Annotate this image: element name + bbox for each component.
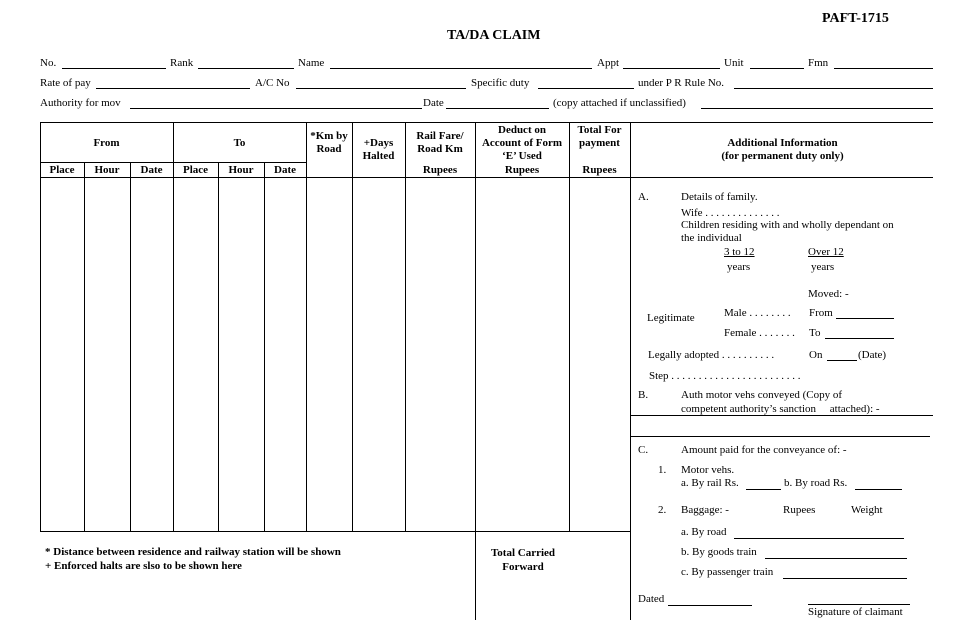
note-distance: * Distance between residence and railway station will be shown (45, 546, 341, 558)
no-field[interactable] (62, 68, 166, 69)
additional-info-sub: (for permanent duty only) (721, 150, 844, 162)
amount-paid-text: Amount paid for the conveyance of: - (681, 444, 847, 456)
by-road-rs-field[interactable] (855, 489, 902, 490)
specific-duty-field[interactable] (538, 88, 634, 89)
appt-field[interactable] (623, 68, 720, 69)
signature-line[interactable] (808, 604, 910, 605)
baggage-label: Baggage: - (681, 504, 729, 516)
under-rule-field[interactable] (734, 88, 933, 89)
days-halted-header: +Days Halted (362, 137, 395, 162)
moved-to-field[interactable] (825, 338, 894, 339)
details-family: Details of family. (681, 191, 758, 203)
name-label: Name (298, 57, 325, 69)
fmn-field[interactable] (834, 68, 933, 69)
totals-divider (40, 531, 630, 532)
children-text: Children residing with and wholly dependant on the individual (681, 219, 894, 244)
auth-motor-text: Auth motor vehs conveyed (Copy of (681, 389, 842, 401)
to-place-header: Place (182, 164, 209, 176)
section-a-label: A. (638, 191, 649, 203)
section-c-label: C. (638, 444, 649, 456)
rail-fare-rupees: Rupees (422, 164, 458, 176)
competent-text: competent authority’s sanction attached): - (681, 403, 880, 415)
female-label: Female . . . . . . . (724, 327, 795, 339)
total-carried-forward: Total Carried Forward (490, 547, 556, 573)
by-passenger-label: c. By passenger train (681, 566, 774, 578)
on-date-field[interactable] (827, 360, 857, 361)
age-over-12: Over 12 (808, 246, 844, 258)
appt-label: Appt (597, 57, 619, 69)
col-border (84, 162, 85, 531)
from-date-header: Date (140, 164, 163, 176)
to-date-header: Date (274, 164, 296, 176)
from-hour-header: Hour (94, 164, 120, 176)
by-passenger-field[interactable] (783, 578, 907, 579)
specific-duty-label: Specific duty (471, 77, 530, 89)
col-border (264, 162, 265, 531)
total-payment-header: Total For payment (577, 124, 622, 149)
motor-vehs-label: Motor vehs. (681, 464, 735, 476)
baggage-by-road-field[interactable] (734, 538, 904, 539)
section-b-line (630, 415, 933, 416)
age-3-12: 3 to 12 (724, 246, 755, 258)
moved-from-field[interactable] (836, 318, 894, 319)
item-1-label: 1. (658, 464, 667, 476)
col-border (630, 122, 631, 620)
signature-label: Signature of claimant (808, 606, 903, 618)
date-paren: (Date) (858, 349, 887, 361)
by-road-rs-label: b. By road Rs. (784, 477, 848, 489)
rate-of-pay-label: Rate of pay (40, 77, 91, 89)
under-rule-label: under P R Rule No. (638, 77, 725, 89)
copy-note-field[interactable] (701, 108, 933, 109)
from-place-header: Place (49, 164, 75, 176)
no-label: No. (40, 57, 57, 69)
fmn-label: Fmn (808, 57, 829, 69)
col-border (405, 122, 406, 531)
unit-field[interactable] (750, 68, 804, 69)
unit-label: Unit (724, 57, 744, 69)
by-rail-label: a. By rail Rs. (681, 477, 739, 489)
weight-label: Weight (851, 504, 883, 516)
male-label: Male . . . . . . . . (724, 307, 791, 319)
legally-adopted-label: Legally adopted . . . . . . . . . . (648, 349, 775, 361)
by-goods-label: b. By goods train (681, 546, 757, 558)
date-label: Date (423, 97, 444, 109)
moved-to-label: To (809, 327, 821, 339)
name-field[interactable] (330, 68, 592, 69)
rate-of-pay-field[interactable] (96, 88, 250, 89)
on-label: On (809, 349, 823, 361)
col-border (306, 122, 307, 531)
moved-label: Moved: - (808, 288, 849, 300)
authority-field[interactable] (130, 108, 422, 109)
col-border (130, 162, 131, 531)
section-b-label: B. (638, 389, 649, 401)
col-border (352, 122, 353, 531)
note-halts: + Enforced halts are slso to be shown here (45, 560, 242, 572)
form-code: PAFT-1715 (822, 11, 889, 26)
deduct-header: Deduct on Account of Form ‘E’ Used (481, 124, 563, 162)
col-border (173, 122, 174, 531)
legitimate-label: Legitimate (647, 312, 695, 324)
step-label: Step . . . . . . . . . . . . . . . . . . . . . . . . (649, 370, 801, 382)
deduct-rupees: Rupees (504, 164, 540, 176)
rank-label: Rank (170, 57, 194, 69)
col-border (40, 122, 41, 531)
baggage-by-road-label: a. By road (681, 526, 727, 538)
to-hour-header: Hour (228, 164, 254, 176)
col-border (569, 122, 570, 531)
additional-info-header: Additional Information (727, 137, 838, 149)
ac-no-field[interactable] (296, 88, 466, 89)
item-2-label: 2. (658, 504, 667, 516)
form-title: TA/DA CLAIM (447, 28, 541, 43)
km-by-road-header: *Km by Road (310, 130, 348, 155)
dated-label: Dated (638, 593, 665, 605)
wife-label: Wife . . . . . . . . . . . . . . (681, 207, 780, 219)
to-header: To (233, 137, 246, 149)
years-1: years (727, 261, 751, 273)
rail-fare-header: Rail Fare/ Road Km (416, 130, 464, 155)
years-2: years (811, 261, 835, 273)
col-border (475, 122, 476, 620)
ac-no-label: A/C No (255, 77, 290, 89)
dated-field[interactable] (668, 605, 752, 606)
date-field[interactable] (446, 108, 549, 109)
rank-field[interactable] (198, 68, 294, 69)
by-goods-field[interactable] (765, 558, 907, 559)
rupees-label: Rupees (783, 504, 816, 516)
authority-label: Authority for mov (40, 97, 121, 109)
from-header: From (93, 137, 120, 149)
section-c-line (630, 436, 930, 437)
moved-from-label: From (809, 307, 833, 319)
by-rail-field[interactable] (746, 489, 781, 490)
total-rupees: Rupees (582, 164, 617, 176)
copy-note: (copy attached if unclassified) (553, 97, 686, 109)
col-border (218, 162, 219, 531)
